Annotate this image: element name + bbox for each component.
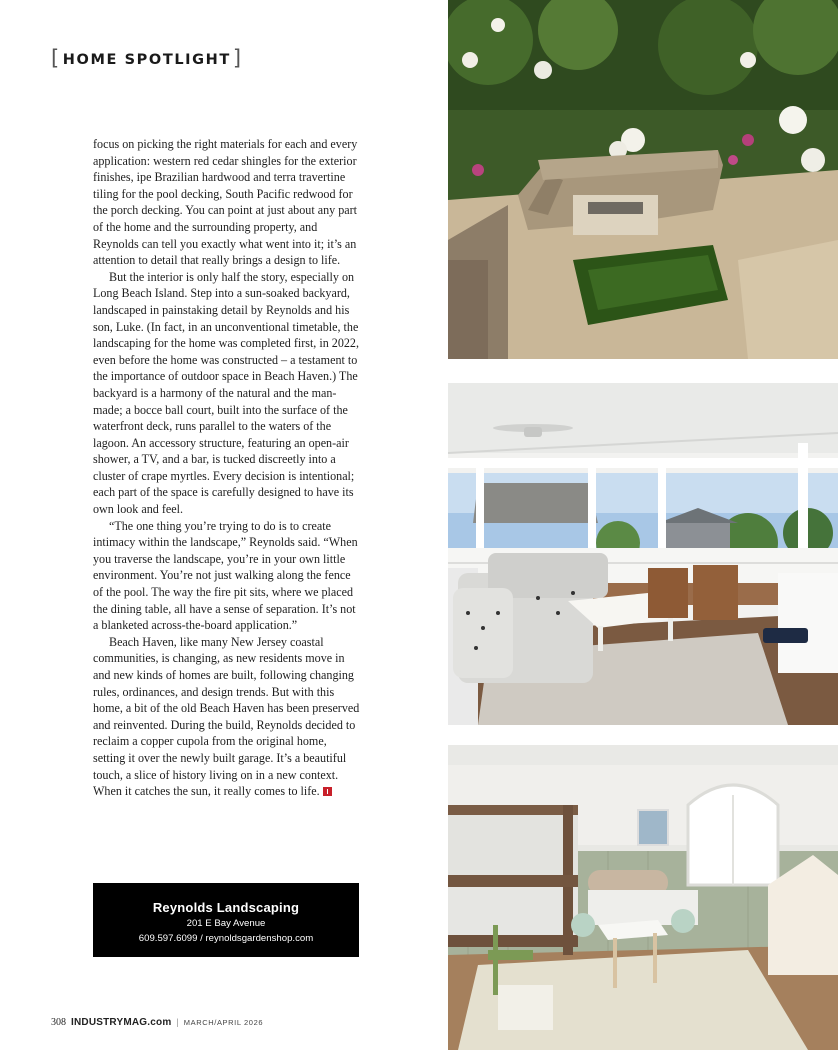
article-paragraph-3: “The one thing you’re trying to do is to create intimacy within the landscape,” Reynolds said. “When you traverse the landscape, you’re in your own little environment. You’re not just walking along the fence of the pool. The way the fire pit sits, where we placed the dining table, all have a sense of separation. It’s not a blanketed across-the-board application.” (93, 518, 358, 633)
article-paragraph-4-text: Beach Haven, like many New Jersey coastal communities, is changing, as new residents move in and new kinds of homes are built, following changing rules, ordinances, and design trends. But with this home, a bit of the old Beach Haven has been preserved and reinvented. During the build, Reynolds decided to reclaim a copper cupola from the original home, setting it over the newly built garage. It’s a beautiful touch, a slice of history living on in a new context. When it catches the sun, it really comes to life. (93, 634, 360, 799)
section-title: HOME SPOTLIGHT (62, 51, 231, 68)
kids-bunk-room-image (448, 745, 838, 1050)
credit-contact: 609.597.6099 / reynoldsgardenshop.com (138, 933, 314, 944)
screened-porch-image (448, 383, 838, 725)
article-body (93, 136, 360, 800)
bracket-close: ] (232, 46, 243, 70)
backyard-fire-pit-photo (448, 0, 838, 359)
issue-date: MARCH/APRIL 2026 (183, 1018, 264, 1027)
page-number: 308 (51, 1017, 66, 1028)
end-of-article-icon (323, 787, 332, 796)
screened-porch-photo (448, 383, 838, 725)
article-paragraph-4 (93, 634, 360, 800)
article-paragraph-2: But the interior is only half the story, especially on Long Beach Island. Step into a sun-soaked backyard, landscaped in painstaking detail by Reynolds and his son, Luke. (In fact, in an unconventional timetable, the landscaping for the home was completed first, in 2022, even before the home was constructed – a testament to the importance of outdoor space in Beach Haven.) The backyard is a harmony of the natural and the man-made; a bocce ball court, built into the surface of the waterfront deck, runs parallel to the waters of the lagoon. An accessory structure, featuring an open-air shower, a TV, and a bar, is tucked discreetly into a cluster of crape myrtles. Every decision is intentional; each part of the space is carefully designed to have its own look and feel. (93, 269, 359, 517)
credit-company-name: Reynolds Landscaping (152, 900, 300, 915)
bracket-open: [ (51, 46, 61, 70)
credit-address: 201 E Bay Avenue (186, 918, 266, 929)
kids-bunk-room-photo (448, 745, 838, 1050)
credit-box (93, 883, 359, 957)
page-footer (51, 1017, 263, 1028)
article-paragraph-1: focus on picking the right materials for each and every application: western red cedar shingles for the exterior finishes, ipe Brazilian hardwood and terra travertine tiling for the pool decking, South Pacific redwood for the porch decking. You can point at just about any part of the home and the surrounding property, and Reynolds can tell you exactly what went into it; it’s an attention to detail that really brings a design to life. (93, 137, 358, 268)
section-label (51, 46, 243, 70)
magazine-name: INDUSTRYMAG.com (71, 1017, 172, 1028)
backyard-fire-pit-image (448, 0, 838, 359)
footer-separator: | (176, 1017, 179, 1027)
